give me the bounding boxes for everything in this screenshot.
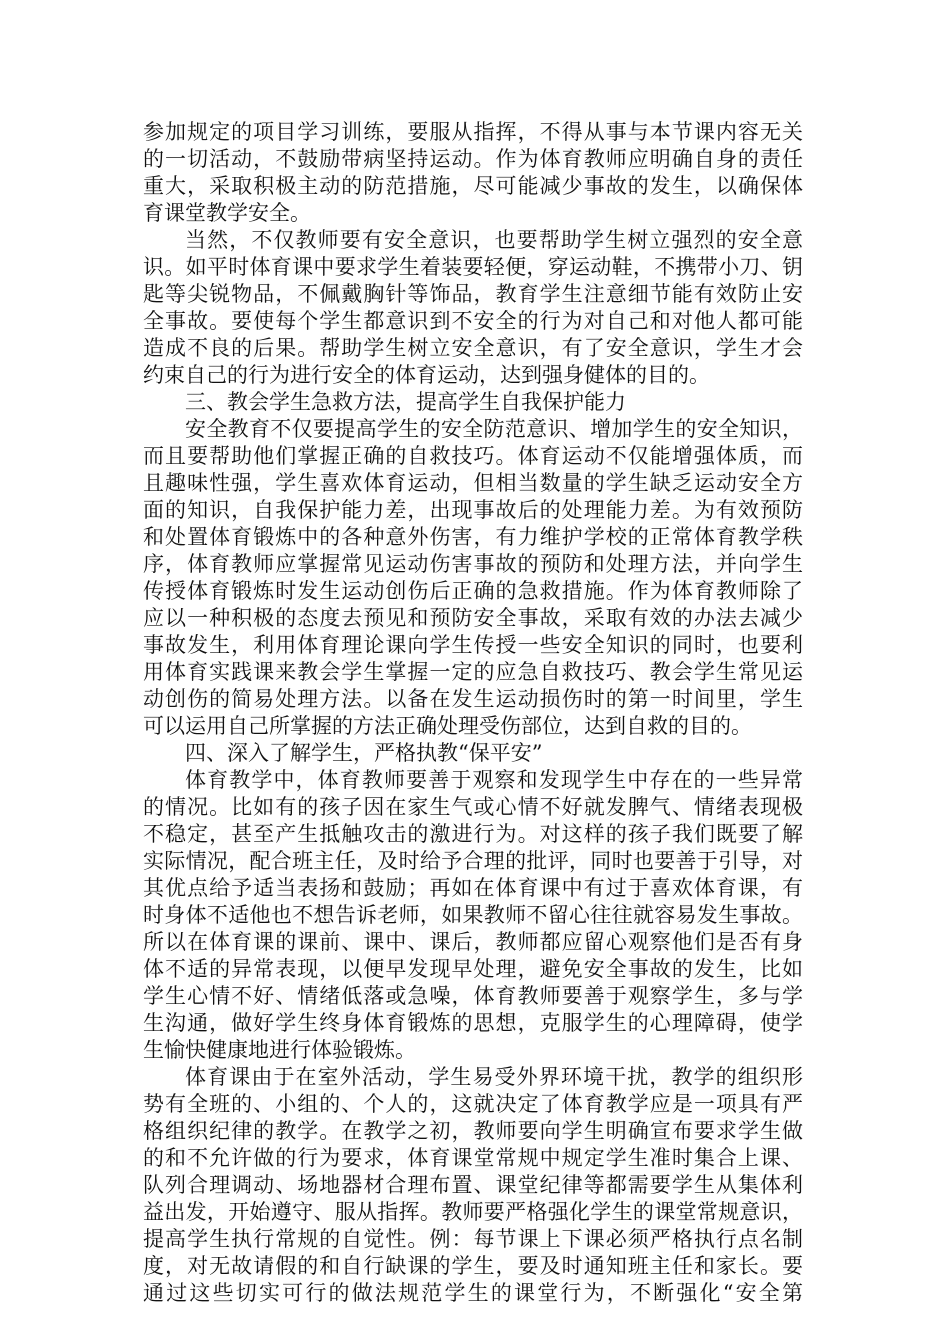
text-line: 生沟通，做好学生终身体育锻炼的思想，克服学生的心理障碍，使学 xyxy=(143,1011,803,1035)
text-line: 且趣味性强，学生喜欢体育运动，但相当数量的学生缺乏运动安全方 xyxy=(143,471,803,495)
text-line: 动创伤的简易处理方法。以备在发生运动损伤时的第一时间里，学生 xyxy=(143,687,803,711)
text-line: 益出发，开始遵守、服从指挥。教师要严格强化学生的课堂常规意识， xyxy=(143,1200,803,1224)
text-line: 队列合理调动、场地器材合理布置、课堂纪律等都需要学生从集体利 xyxy=(143,1173,803,1197)
text-line: 约束自己的行为进行安全的体育运动，达到强身健体的目的。 xyxy=(143,363,710,387)
document-page xyxy=(143,119,803,1307)
text-line: 序，体育教师应掌握常见运动伤害事故的预防和处理方法，并向学生 xyxy=(143,552,803,576)
text-line: 重大，采取积极主动的防范措施，尽可能减少事故的发生，以确保体 xyxy=(143,174,803,198)
text-line: 识。如平时体育课中要求学生着装要轻便，穿运动鞋，不携带小刀、钥 xyxy=(143,255,803,279)
text-line: 用体育实践课来教会学生掌握一定的应急自救技巧、教会学生常见运 xyxy=(143,660,803,684)
text-line: 所以在体育课的课前、课中、课后，教师都应留心观察他们是否有身 xyxy=(143,930,803,954)
text-line: 时身体不适他也不想告诉老师，如果教师不留心往往就容易发生事故。 xyxy=(143,903,803,927)
text-line: 的情况。比如有的孩子因在家生气或心情不好就发脾气、情绪表现极 xyxy=(143,795,803,819)
text-line: 度，对无故请假的和自行缺课的学生，要及时通知班主任和家长。要 xyxy=(143,1254,803,1278)
text-line: 应以一种积极的态度去预见和预防安全事故，采取有效的办法去减少 xyxy=(143,606,803,630)
text-line: 通过这些切实可行的做法规范学生的课堂行为，不断强化“安全第 xyxy=(143,1281,803,1305)
text-line: 参加规定的项目学习训练，要服从指挥，不得从事与本节课内容无关 xyxy=(143,120,803,144)
text-line: 的和不允许做的行为要求，体育课堂常规中规定学生准时集合上课、 xyxy=(143,1146,803,1170)
text-line: 全事故。要使每个学生都意识到不安全的行为对自己和对他人都可能 xyxy=(143,309,803,333)
text-line: 生愉快健康地进行体验锻炼。 xyxy=(143,1038,416,1062)
text-line: 育课堂教学安全。 xyxy=(143,201,311,225)
paragraph-first-line: 三、教会学生急救方法，提高学生自我保护能力 xyxy=(185,390,626,414)
text-line: 不稳定，甚至产生抵触攻击的激进行为。对这样的孩子我们既要了解 xyxy=(143,822,803,846)
text-line: 匙等尖锐物品，不佩戴胸针等饰品，教育学生注意细节能有效防止安 xyxy=(143,282,803,306)
text-line: 其优点给予适当表扬和鼓励；再如在体育课中有过于喜欢体育课，有 xyxy=(143,876,803,900)
text-line: 事故发生，利用体育理论课向学生传授一些安全知识的同时，也要利 xyxy=(143,633,803,657)
paragraph-first-line: 体育课由于在室外活动，学生易受外界环境干扰，教学的组织形 xyxy=(185,1065,803,1089)
text-line: 的一切活动，不鼓励带病坚持运动。作为体育教师应明确自身的责任 xyxy=(143,147,803,171)
text-line: 提高学生执行常规的自觉性。例：每节课上下课必须严格执行点名制 xyxy=(143,1227,803,1251)
text-line: 造成不良的后果。帮助学生树立安全意识，有了安全意识，学生才会 xyxy=(143,336,803,360)
paragraph-first-line: 当然，不仅教师要有安全意识，也要帮助学生树立强烈的安全意 xyxy=(185,228,803,252)
text-line: 实际情况，配合班主任，及时给予合理的批评，同时也要善于引导，对 xyxy=(143,849,803,873)
text-line: 面的知识，自我保护能力差，出现事故后的处理能力差。为有效预防 xyxy=(143,498,803,522)
text-line: 学生心情不好、情绪低落或急噪，体育教师要善于观察学生，多与学 xyxy=(143,984,803,1008)
text-line: 可以运用自己所掌握的方法正确处理受伤部位，达到自救的目的。 xyxy=(143,714,752,738)
text-line: 和处置体育锻炼中的各种意外伤害，有力维护学校的正常体育教学秩 xyxy=(143,525,803,549)
text-line: 体不适的异常表现，以便早发现早处理，避免安全事故的发生，比如 xyxy=(143,957,803,981)
text-line: 而且要帮助他们掌握正确的自救技巧。体育运动不仅能增强体质，而 xyxy=(143,444,803,468)
text-line: 势有全班的、小组的、个人的，这就决定了体育教学应是一项具有严 xyxy=(143,1092,803,1116)
text-line: 传授体育锻炼时发生运动创伤后正确的急救措施。作为体育教师除了 xyxy=(143,579,803,603)
paragraph-first-line: 体育教学中，体育教师要善于观察和发现学生中存在的一些异常 xyxy=(185,768,803,792)
paragraph-first-line: 四、深入了解学生，严格执教“保平安” xyxy=(185,741,543,765)
text-line: 格组织纪律的教学。在教学之初，教师要向学生明确宣布要求学生做 xyxy=(143,1119,803,1143)
paragraph-first-line: 安全教育不仅要提高学生的安全防范意识、增加学生的安全知识， xyxy=(185,417,803,441)
